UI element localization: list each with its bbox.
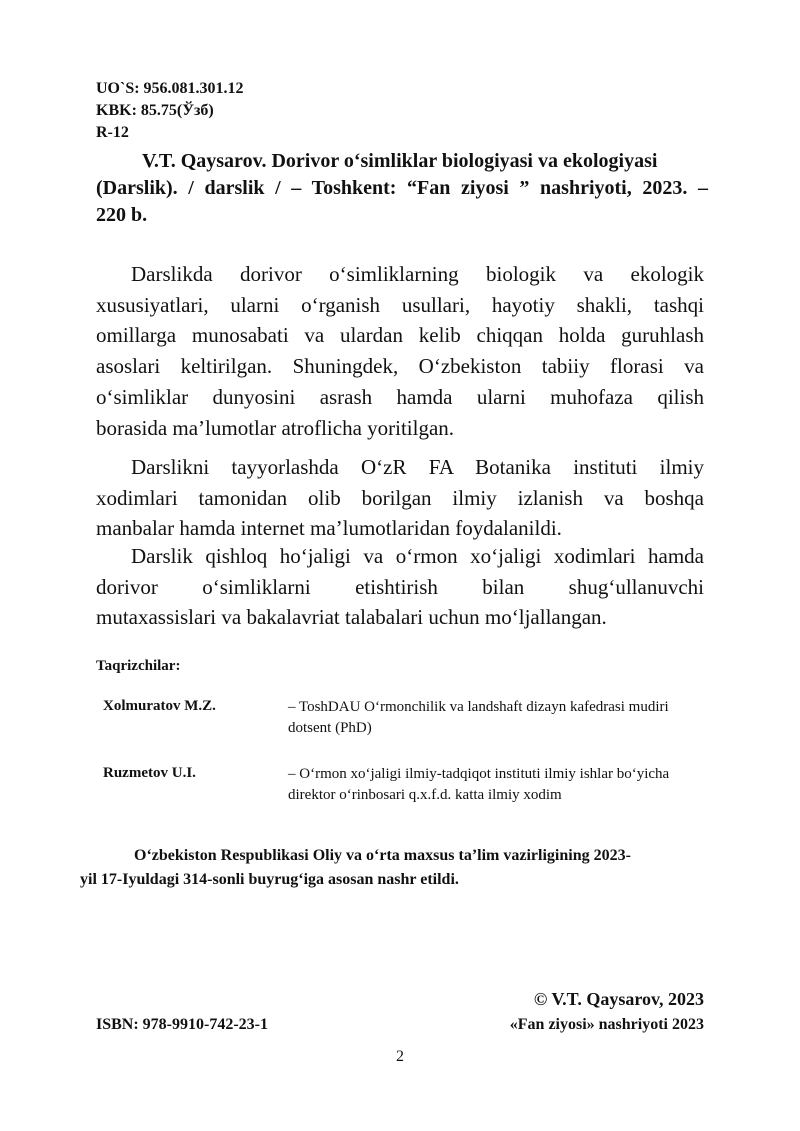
reviewer-description-line: – Oʻrmon xoʻjaligi ilmiy-tadqiqot instituti ilmiy ishlar boʻyicha xyxy=(288,766,670,782)
abstract-paragraph-3 xyxy=(96,541,704,633)
reference-line: 220 b. xyxy=(96,204,148,226)
reviewer-description xyxy=(288,697,708,739)
abstract-paragraph-1 xyxy=(96,259,704,443)
reviewer-description-line: – ToshDAU Oʻrmonchilik va landshaft dizayn kafedrasi mudiri xyxy=(288,699,669,715)
reference-line: (Darslik). / darslik / – Toshkent: “Fan ziyosi ” nashriyoti, 2023. – xyxy=(96,177,708,199)
decree-line: yil 17-Iyuldagi 314-sonli buyrugʻiga asosan nashr etildi. xyxy=(80,871,459,888)
paragraph-line: Darslikda dorivor oʻsimliklarning biologik va ekologik xyxy=(131,262,704,286)
isbn: ISBN: 978-9910-742-23-1 xyxy=(96,1016,268,1033)
r-code: R-12 xyxy=(96,124,129,141)
paragraph-line: xodimlari tamonidan olib borilgan ilmiy izlanish va boshqa xyxy=(96,485,704,510)
paragraph-line: borasida maʼlumotlar atroflicha yoritilgan. xyxy=(96,415,455,440)
reference-line: V.T. Qaysarov. Dorivor oʻsimliklar biologiyasi va ekologiyasi xyxy=(142,150,658,172)
paragraph-line: oʻsimliklar dunyosini asrash hamda ularni muhofaza qilish xyxy=(96,384,704,409)
paragraph-line: Darslikni tayyorlashda OʻzR FA Botanika instituti ilmiy xyxy=(131,455,704,479)
uos-code: UO`S: 956.081.301.12 xyxy=(96,80,244,97)
publisher-imprint: «Fan ziyosi» nashriyoti 2023 xyxy=(509,1016,704,1033)
bibliographic-reference xyxy=(96,148,708,229)
paragraph-line: Darslik qishloq hoʻjaligi va oʻrmon xoʻjaligi xodimlari hamda xyxy=(131,544,704,568)
page-number: 2 xyxy=(396,1048,404,1065)
reviewers-heading: Taqrizchilar: xyxy=(96,658,181,674)
reviewer-name: Ruzmetov U.I. xyxy=(103,765,196,781)
reviewer-description xyxy=(288,764,708,806)
paragraph-line: omillarga munosabati va ulardan kelib chiqqan holda guruhlash xyxy=(96,323,704,348)
abstract-paragraph-2 xyxy=(96,452,704,544)
reviewer-description-line: dotsent (PhD) xyxy=(288,720,372,736)
publication-decree xyxy=(80,844,631,892)
paragraph-line: manbalar hamda internet maʼlumotlaridan foydalanildi. xyxy=(96,516,562,541)
paragraph-line: mutaxassislari va bakalavriat talabalari uchun moʻljallangan. xyxy=(96,605,607,630)
paragraph-line: xususiyatlari, ularni oʻrganish usullari, hayotiy shakli, tashqi xyxy=(96,292,704,317)
classification-codes xyxy=(96,78,244,144)
paragraph-line: dorivor oʻsimliklarni etishtirish bilan shugʻullanuvchi xyxy=(96,574,704,599)
decree-line: Oʻzbekiston Respublikasi Oliy va oʻrta maxsus taʼlim vazirligining 2023- xyxy=(134,847,631,864)
paragraph-line: asoslari keltirilgan. Shuningdek, Oʻzbekiston tabiiy florasi va xyxy=(96,354,704,379)
reviewer-description-line: direktor oʻrinbosari q.x.f.d. katta ilmiy xodim xyxy=(288,787,562,803)
copyright-notice: © V.T. Qaysarov, 2023 xyxy=(533,989,704,1009)
kbk-code: KBK: 85.75(Ўзб) xyxy=(96,102,214,119)
reviewer-name: Xolmuratov M.Z. xyxy=(103,698,216,714)
